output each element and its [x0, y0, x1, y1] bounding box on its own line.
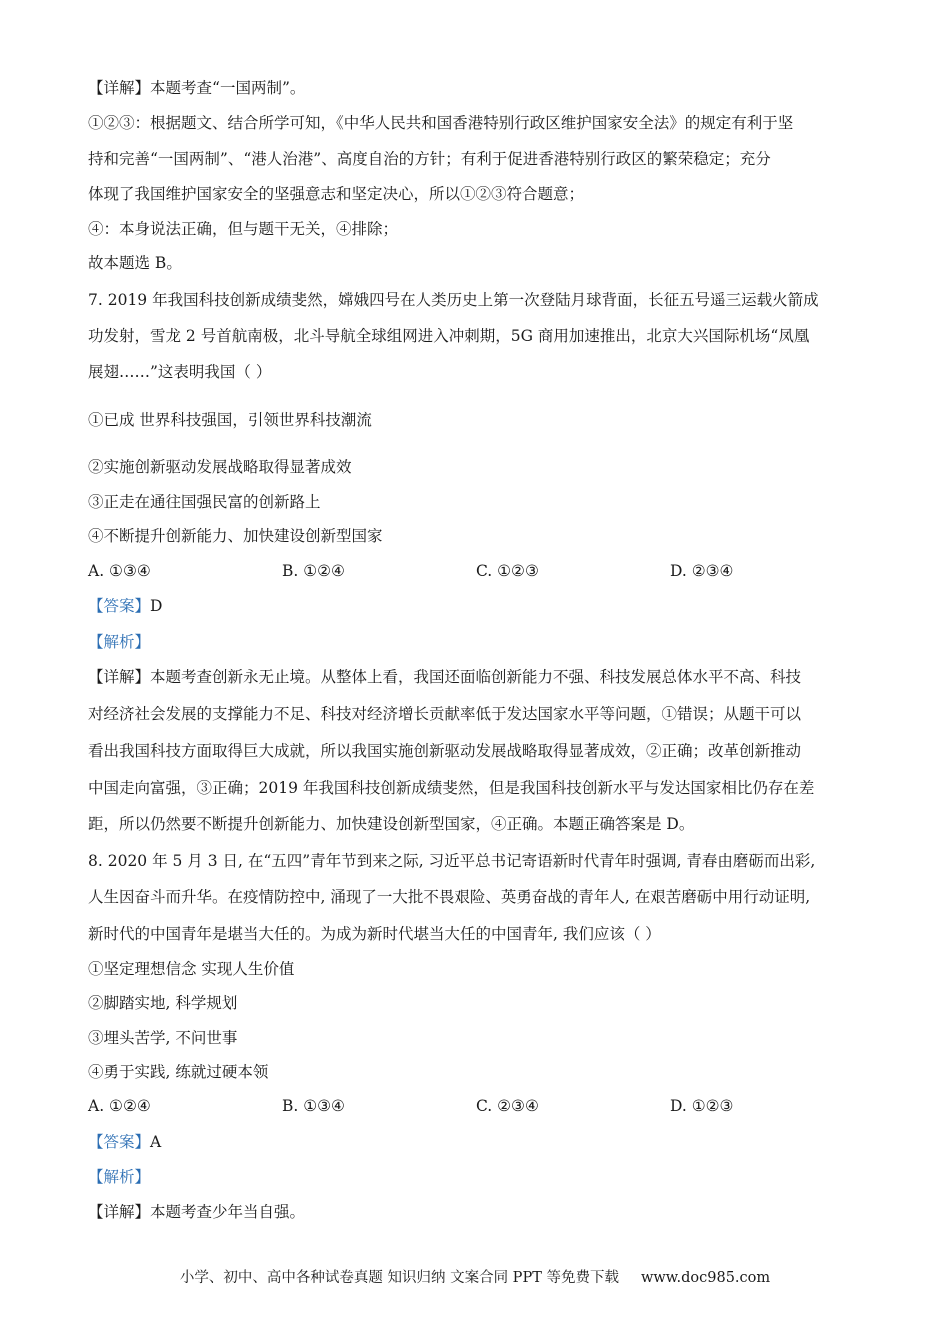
q8-answer-line	[88, 1132, 878, 1152]
answer-label: 【答案】	[88, 1133, 151, 1151]
q7-analysis-label	[88, 632, 878, 652]
detail-text: 本题考查少年当自强。	[150, 1203, 306, 1221]
page-footer	[0, 1268, 950, 1288]
answer-value: A	[150, 1133, 162, 1151]
q7-detail-line-1	[88, 667, 878, 687]
detail-label: 【详解】	[88, 1203, 151, 1221]
q7-detail-line-4: 中国走向富强，③正确；2019 年我国科技创新成绩斐然，但是我国科技创新水平与发达国家相比仍存在差	[88, 779, 815, 797]
q7-option-b: B. ①②④	[282, 562, 345, 580]
q7-item-1: ①已成 世界科技强国，引领世界科技潮流	[88, 411, 372, 429]
q7-stem-line-2: 功发射，雪龙 2 号首航南极，北斗导航全球组网进入冲刺期，5G 商用加速推出，北京大兴国际机场“凤凰	[88, 327, 810, 345]
q8-analysis-label	[88, 1167, 878, 1187]
q8-item-1: ①坚定理想信念 实现人生价值	[88, 960, 295, 978]
q7-stem-line-3: 展翅……”这表明我国（ ）	[88, 363, 272, 381]
q8-option-a: A. ①②④	[88, 1097, 151, 1115]
q7-item-3: ③正走在通往国强民富的创新路上	[88, 493, 321, 511]
q6-detail-line	[88, 78, 878, 98]
q6-explain-line-3: 体现了我国维护国家安全的坚强意志和坚定决心，所以①②③符合题意；	[88, 185, 585, 203]
q7-detail-line-3: 看出我国科技方面取得巨大成就，所以我国实施创新驱动发展战略取得显著成效，②正确；改革创新推动	[88, 742, 802, 760]
q8-stem-line-1: 8. 2020 年 5 月 3 日, 在“五四”青年节到来之际, 习近平总书记寄语新时代青年时强调, 青春由磨砺而出彩,	[88, 852, 816, 870]
q6-explain-line-4: ④：本身说法正确，但与题干无关，④排除；	[88, 220, 399, 238]
detail-label: 【详解】	[88, 79, 151, 97]
footer-text: 小学、初中、高中各种试卷真题 知识归纳 文案合同 PPT 等免费下载	[179, 1270, 619, 1286]
analysis-label: 【解析】	[88, 633, 151, 651]
q7-detail-line-2: 对经济社会发展的支撑能力不足、科技对经济增长贡献率低于发达国家水平等问题，①错误；从题干可以	[88, 705, 802, 723]
analysis-label: 【解析】	[88, 1168, 151, 1186]
footer-site-link[interactable]: www.doc985.com	[640, 1270, 771, 1286]
q7-detail-line-5: 距，所以仍然要不断提升创新能力、加快建设创新型国家，④正确。本题正确答案是 D。	[88, 815, 695, 833]
q8-item-3: ③埋头苦学, 不问世事	[88, 1029, 238, 1047]
detail-text: 本题考查创新永无止境。从整体上看，我国还面临创新能力不强、科技发展总体水平不高、科技	[150, 668, 802, 686]
q6-explain-line-2: 持和完善“一国两制”、“港人治港”、高度自治的方针；有利于促进香港特别行政区的繁荣稳定；充分	[88, 150, 771, 168]
q7-option-d: D. ②③④	[670, 562, 734, 580]
q8-option-c: C. ②③④	[476, 1097, 539, 1115]
q7-item-4: ④不断提升创新能力、加快建设创新型国家	[88, 527, 383, 545]
q8-option-d: D. ①②③	[670, 1097, 734, 1115]
q8-option-b: B. ①③④	[282, 1097, 345, 1115]
q7-answer-line	[88, 596, 878, 616]
q8-item-2: ②脚踏实地, 科学规划	[88, 994, 238, 1012]
q8-item-4: ④勇于实践, 练就过硬本领	[88, 1063, 269, 1081]
q7-item-2: ②实施创新驱动发展战略取得显著成效	[88, 458, 352, 476]
q7-option-a: A. ①③④	[88, 562, 151, 580]
q7-stem-line-1: 7. 2019 年我国科技创新成绩斐然，嫦娥四号在人类历史上第一次登陆月球背面，长征五号遥三运载火箭成	[88, 291, 819, 309]
detail-label: 【详解】	[88, 668, 151, 686]
answer-value: D	[150, 597, 163, 615]
detail-text: 本题考查“一国两制”。	[150, 79, 306, 97]
answer-label: 【答案】	[88, 597, 151, 615]
q6-conclusion: 故本题选 B。	[88, 254, 182, 272]
q7-option-c: C. ①②③	[476, 562, 539, 580]
q8-stem-line-3: 新时代的中国青年是堪当大任的。为成为新时代堪当大任的中国青年, 我们应该（ ）	[88, 925, 661, 943]
q6-explain-line-1: ①②③：根据题文、结合所学可知，《中华人民共和国香港特别行政区维护国家安全法》的规定有利于坚	[88, 114, 794, 132]
q8-detail-line-1	[88, 1202, 878, 1222]
q8-stem-line-2: 人生因奋斗而升华。在疫情防控中, 涌现了一大批不畏艰险、英勇奋战的青年人, 在艰苦磨砺中用行动证明,	[88, 888, 811, 906]
